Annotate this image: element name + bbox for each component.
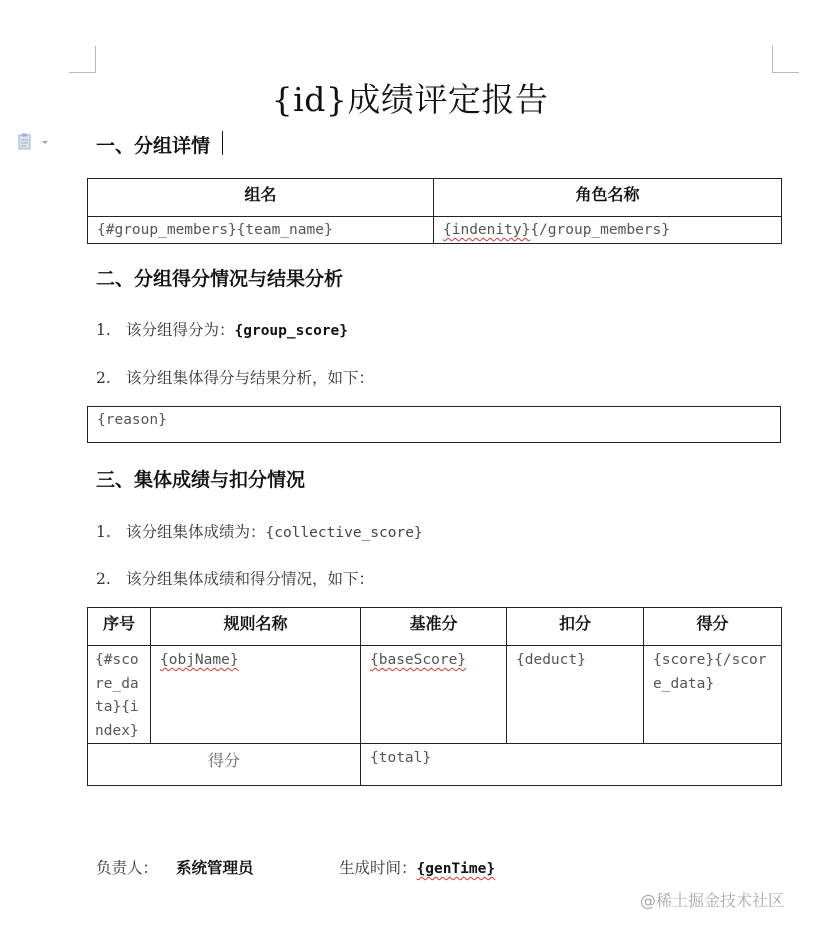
paste-options-icon[interactable] — [18, 133, 52, 153]
owner-label: 负责人： — [96, 859, 159, 877]
footer-owner — [96, 856, 254, 878]
group-members-end-tag: {/group_members} — [530, 222, 670, 238]
group-score-var: {group_score} — [234, 323, 349, 339]
group-score-label: 该分组得分为： — [126, 321, 235, 339]
section1-heading: 一、分组详情 — [96, 135, 211, 157]
score-table — [87, 607, 782, 786]
section3-item1 — [96, 520, 423, 542]
score-table-header-score: 得分 — [644, 608, 782, 646]
group-table-cell-name[interactable]: {#group_members}{team_name} — [88, 217, 434, 244]
reason-box — [87, 406, 781, 443]
score-table-cell-base[interactable] — [361, 646, 507, 744]
page-corner-top-right — [772, 46, 799, 73]
score-table-header-base: 基准分 — [361, 608, 507, 646]
basescore-var: {baseScore} — [370, 652, 467, 668]
score-detail-label: 该分组集体成绩和得分情况，如下： — [126, 570, 375, 588]
group-table-cell-role[interactable] — [434, 217, 782, 244]
owner-value: 系统管理员 — [176, 858, 254, 877]
page-corner-top-left — [69, 46, 96, 73]
score-table-header-rule: 规则名称 — [151, 608, 361, 646]
reason-cell[interactable]: {reason} — [88, 407, 781, 443]
document-title: {id}成绩评定报告 — [271, 80, 549, 119]
watermark: @稀土掘金技术社区 — [640, 891, 785, 910]
section2-heading: 二、分组得分情况与结果分析 — [96, 268, 344, 290]
text-cursor — [222, 131, 223, 155]
collective-score-label: 该分组集体成绩为： — [126, 523, 266, 541]
list-number: 2. — [96, 570, 111, 588]
list-number: 1. — [96, 523, 111, 541]
list-number: 1. — [96, 321, 111, 339]
time-label: 生成时间： — [339, 859, 417, 877]
section3-heading: 三、集体成绩与扣分情况 — [96, 469, 306, 491]
score-table-header-index: 序号 — [88, 608, 151, 646]
score-table-cell-rule[interactable] — [151, 646, 361, 744]
score-table-cell-score[interactable]: {score}{/score_data} — [644, 646, 782, 744]
collective-score-var: {collective_score} — [265, 525, 423, 541]
section2-item1 — [96, 318, 348, 340]
time-value: {genTime} — [416, 861, 496, 877]
score-table-total-label: 得分 — [88, 744, 361, 786]
analysis-label: 该分组集体得分与结果分析，如下： — [126, 369, 375, 387]
objname-var: {objName} — [160, 652, 239, 668]
score-table-cell-index[interactable]: {#score_data}{index} — [88, 646, 151, 744]
score-table-total-value[interactable]: {total} — [361, 744, 782, 786]
section3-item2 — [96, 567, 374, 589]
group-table-header-name: 组名 — [88, 179, 434, 217]
section2-item2 — [96, 366, 374, 388]
footer-time — [339, 856, 495, 878]
identity-var: {indenity} — [443, 222, 531, 238]
group-table-header-role: 角色名称 — [434, 179, 782, 217]
list-number: 2. — [96, 369, 111, 387]
group-table — [87, 178, 782, 244]
score-table-cell-deduct[interactable]: {deduct} — [507, 646, 644, 744]
score-table-header-deduct: 扣分 — [507, 608, 644, 646]
